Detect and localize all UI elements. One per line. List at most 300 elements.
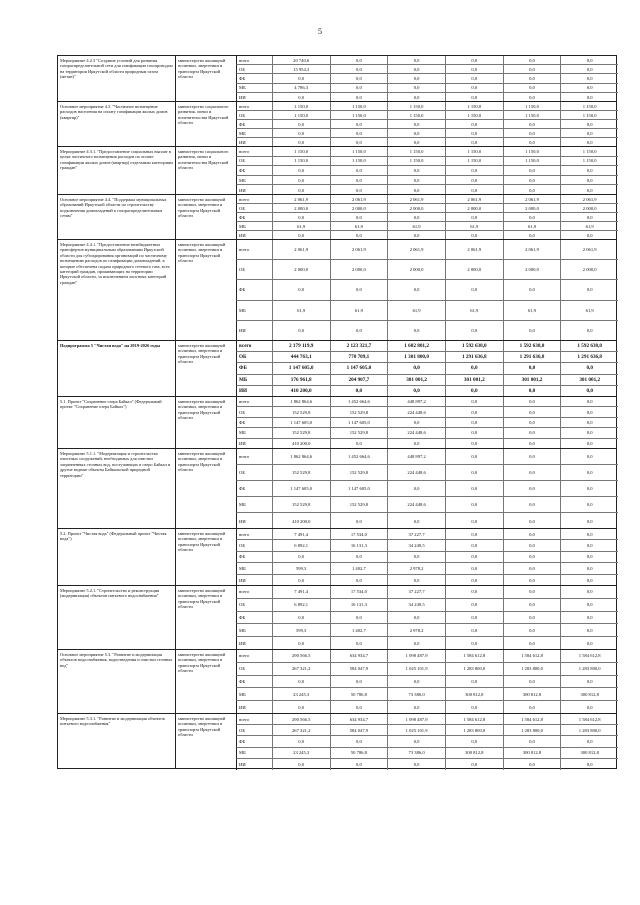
funding-source-label: ИИ <box>239 140 246 145</box>
amount-cell: 0,0 <box>445 166 503 175</box>
amount-cell: 61,9 <box>445 222 503 230</box>
amount-cell: 0,0 <box>503 185 561 195</box>
funding-source-label: ИИ <box>239 94 246 100</box>
amount-cell: 2 000,0 <box>330 260 388 279</box>
amount-cell: 1 150,0 <box>387 102 445 110</box>
amount-cell: 300 812,8 <box>445 748 503 758</box>
amount-cell: 0,0 <box>560 637 618 650</box>
amount-cell: 2 000,0 <box>560 204 618 212</box>
table-row <box>57 713 617 769</box>
amount-cell: 2 179 119,9 <box>272 341 330 351</box>
amount-cell: 0,0 <box>387 120 445 128</box>
amount-cell: 1 147 605,0 <box>272 481 330 496</box>
amount-cell: 2 000,0 <box>503 260 561 279</box>
amount-cell: 0,0 <box>445 407 503 416</box>
amount-cell: 0,0 <box>560 540 618 550</box>
table-row <box>57 528 617 585</box>
amount-cell: 0,0 <box>330 701 388 714</box>
measure-name: Основное мероприятие 5.3. "Развитие и модернизация объектов водоснабжения, водоотведения и очистки сточных вод" <box>60 652 173 668</box>
funding-source-label: МБ <box>239 85 246 91</box>
amount-cell: 2 000,0 <box>387 204 445 212</box>
responsible-executor: министерство социального развития, опеки и попечительства Иркутской области <box>175 147 236 194</box>
amount-cell: 0,0 <box>445 759 503 770</box>
responsible-executor: министерство жилищной политики, энергетики и транспорта Иркутской области <box>175 195 236 239</box>
amount-cell: 0,0 <box>503 84 561 92</box>
amount-cell: 0,0 <box>560 701 618 714</box>
amount-cell: 1 452 664,6 <box>330 449 388 464</box>
measure-name: Подпрограмма 5 "Чистая вода" на 2019-2026 годы <box>60 343 160 348</box>
amount-cell: 1 147 605,0 <box>330 363 388 373</box>
funding-source-label: МБ <box>239 627 246 633</box>
amount-cell: 0,0 <box>445 363 503 373</box>
amount-cell: 300 812,8 <box>560 688 618 700</box>
amount-cell: 0,0 <box>387 138 445 147</box>
table-row <box>57 585 617 649</box>
amount-cell: 0,0 <box>503 231 561 240</box>
amount-cell: 0,0 <box>560 599 618 611</box>
amount-cell: 0,0 <box>272 93 330 102</box>
amount-cell: 0,0 <box>445 552 503 562</box>
funding-source-label: ОБ <box>239 602 245 608</box>
funding-source-label: ОБ <box>239 158 245 164</box>
amount-cell: 0,0 <box>503 575 561 586</box>
amount-cell: 0,0 <box>330 321 388 341</box>
amount-cell: 1 150,0 <box>445 111 503 119</box>
funding-source-label: МБ <box>239 177 246 183</box>
amount-cell: 16 131,3 <box>330 540 388 550</box>
amount-cell: 1 283 800,0 <box>560 725 618 735</box>
funding-source-label: МБ <box>239 430 246 436</box>
funding-source-label: всего <box>239 653 250 659</box>
amount-cell: 37 227,7 <box>387 586 445 598</box>
amount-cell: 0,0 <box>560 418 618 427</box>
amount-cell: 1 592 638,0 <box>445 341 503 351</box>
amount-cell: 1 150,0 <box>503 157 561 166</box>
amount-cell: 0,0 <box>560 56 618 64</box>
amount-cell: 0,0 <box>560 465 618 480</box>
amount-cell: 0,0 <box>503 612 561 624</box>
responsible-executor: министерство жилищной политики, энергетики и транспорта Иркутской области <box>175 449 236 528</box>
amount-cell: 0,0 <box>330 386 388 397</box>
amount-cell: 20 740,6 <box>272 56 330 64</box>
amount-cell: 0,0 <box>272 575 330 586</box>
funding-source-label: ФБ <box>239 554 246 560</box>
funding-source-label: ФБ <box>239 419 246 425</box>
funding-source-label: ФБ <box>239 75 246 81</box>
responsible-executor: министерство жилищной политики, энергетики и транспорта Иркутской области <box>175 341 236 396</box>
amount-cell: 1 602 801,2 <box>387 341 445 351</box>
table-row <box>57 396 617 448</box>
amount-cell: 1 098 487,9 <box>387 714 445 724</box>
responsible-executor: министерство жилищной политики, энергетики и транспорта Иркутской области <box>175 397 236 448</box>
amount-cell: 0,0 <box>560 280 618 299</box>
amount-cell: 2 061,9 <box>330 240 388 259</box>
amount-cell: 1 150,0 <box>330 102 388 110</box>
amount-cell: 0,0 <box>272 166 330 175</box>
amount-cell: 0,0 <box>445 386 503 397</box>
amount-cell: 50 786,8 <box>330 688 388 700</box>
amount-cell: 0,0 <box>330 74 388 82</box>
measure-name: 5.2. Проект "Чистая вода" (Федеральный проект "Чистая вода") <box>60 531 167 542</box>
amount-cell: 0,0 <box>503 428 561 437</box>
amount-cell: 0,0 <box>330 176 388 185</box>
amount-cell: 0,0 <box>503 129 561 137</box>
table-row <box>57 146 617 194</box>
funding-source-label: всего <box>239 148 250 154</box>
amount-cell: 152 529,8 <box>272 465 330 480</box>
amount-cell: 444 763,1 <box>272 352 330 362</box>
amount-cell: 0,0 <box>445 280 503 299</box>
measure-name: Основное мероприятие 4.4. "Поддержка муниципальных образований Иркутской области по строительству подключения домовладений к газораспределительным сетям" <box>60 197 167 219</box>
amount-cell: 0,0 <box>503 176 561 185</box>
amount-cell: 1 291 636,8 <box>560 352 618 362</box>
amount-cell: 0,0 <box>445 321 503 341</box>
amount-cell: 410 200,0 <box>272 386 330 397</box>
amount-cell: 2 061,9 <box>330 195 388 203</box>
measure-name: Мероприятие 5.2.1. "Строительство и реконструкция (модернизация) объектов питьевого водоснабжения" <box>60 588 160 599</box>
amount-cell: 0,0 <box>272 120 330 128</box>
amount-cell: 300 812,8 <box>503 688 561 700</box>
amount-cell: 1 291 636,8 <box>445 352 503 362</box>
funding-source-label: ОБ <box>239 543 245 549</box>
amount-cell: 152 529,8 <box>330 428 388 437</box>
amount-cell: 0,0 <box>445 65 503 73</box>
amount-cell: 15 954,3 <box>272 65 330 73</box>
amount-cell: 2 061,9 <box>387 240 445 259</box>
amount-cell: 0,0 <box>560 428 618 437</box>
amount-cell: 152 529,8 <box>272 497 330 512</box>
amount-cell: 0,0 <box>387 321 445 341</box>
funding-source-label: всего <box>239 343 252 350</box>
measure-name: Мероприятие 5.3.1. "Развитие и модернизация объектов питьевого водоснабжения" <box>60 716 165 727</box>
amount-cell: 0,0 <box>560 129 618 137</box>
amount-cell: 1 025 101,9 <box>387 725 445 735</box>
funding-source-label: всего <box>239 247 250 253</box>
amount-cell: 1 584 612,8 <box>560 714 618 724</box>
amount-cell: 448 897,2 <box>387 449 445 464</box>
amount-cell: 1 862 864,6 <box>272 449 330 464</box>
amount-cell: 61,9 <box>387 301 445 320</box>
amount-cell: 2 000,0 <box>272 260 330 279</box>
amount-cell: 204 907,7 <box>330 375 388 385</box>
amount-cell: 267 321,2 <box>272 663 330 675</box>
amount-cell: 1 147 605,0 <box>272 418 330 427</box>
funding-source-label: всего <box>239 589 250 595</box>
amount-cell: 0,0 <box>503 540 561 550</box>
amount-cell: 0,0 <box>560 586 618 598</box>
budget-table <box>57 55 617 769</box>
amount-cell: 2 061,9 <box>560 240 618 259</box>
funding-source-label: всего <box>239 716 250 722</box>
amount-cell: 410 200,0 <box>272 513 330 529</box>
funding-source-label: всего <box>239 399 250 405</box>
amount-cell: 16 131,3 <box>330 599 388 611</box>
responsible-executor: министерство жилищной политики, энергетики и транспорта Иркутской области <box>175 56 236 101</box>
funding-source-label: ИИ <box>239 233 246 238</box>
amount-cell: 2 000,0 <box>445 204 503 212</box>
amount-cell: 0,0 <box>387 439 445 449</box>
amount-cell: 1 098 487,9 <box>387 650 445 662</box>
amount-cell: 0,0 <box>445 540 503 550</box>
amount-cell: 0,0 <box>503 449 561 464</box>
amount-cell: 224 448,6 <box>387 497 445 512</box>
amount-cell: 300 812,8 <box>503 748 561 758</box>
amount-cell: 2 000,0 <box>387 260 445 279</box>
amount-cell: 0,0 <box>330 637 388 650</box>
funding-source-label: ОБ <box>239 354 247 361</box>
funding-source-label: МБ <box>239 565 246 571</box>
funding-source-label: всего <box>239 531 250 537</box>
funding-source-label: МБ <box>239 130 246 136</box>
amount-cell: 0,0 <box>445 497 503 512</box>
amount-cell: 0,0 <box>387 676 445 688</box>
amount-cell: 0,0 <box>445 176 503 185</box>
responsible-executor: министерство жилищной политики, энергетики и транспорта Иркутской области <box>175 650 236 713</box>
funding-source-label: ИИ <box>239 518 246 524</box>
amount-cell: 0,0 <box>387 637 445 650</box>
amount-cell: 267 321,2 <box>272 725 330 735</box>
amount-cell: 0,0 <box>445 513 503 529</box>
amount-cell: 1 592 638,0 <box>560 341 618 351</box>
amount-cell: 0,0 <box>387 736 445 746</box>
funding-source-label: МБ <box>239 750 246 756</box>
amount-cell: 0,0 <box>330 513 388 529</box>
amount-cell: 1 150,0 <box>330 157 388 166</box>
amount-cell: 61,9 <box>503 301 561 320</box>
amount-cell: 0,0 <box>560 552 618 562</box>
funding-source-label: ОБ <box>239 112 245 118</box>
funding-source-label: ФБ <box>239 678 246 684</box>
amount-cell: 0,0 <box>445 563 503 573</box>
amount-cell: 1 150,0 <box>560 102 618 110</box>
amount-cell: 152 529,8 <box>330 497 388 512</box>
amount-cell: 0,0 <box>560 138 618 147</box>
amount-cell: 0,0 <box>330 736 388 746</box>
funding-source-label: всего <box>239 57 250 63</box>
amount-cell: 73 386,0 <box>387 688 445 700</box>
amount-cell: 0,0 <box>445 624 503 636</box>
amount-cell: 1 150,0 <box>272 111 330 119</box>
amount-cell: 0,0 <box>272 637 330 650</box>
table-row <box>57 448 617 528</box>
amount-cell: 1 025 101,9 <box>387 663 445 675</box>
amount-cell: 152 529,8 <box>272 428 330 437</box>
amount-cell: 0,0 <box>503 599 561 611</box>
amount-cell: 2 061,9 <box>387 195 445 203</box>
amount-cell: 0,0 <box>560 65 618 73</box>
amount-cell: 0,0 <box>387 481 445 496</box>
funding-source-label: ОБ <box>239 205 245 211</box>
funding-source-label: ОБ <box>239 66 245 72</box>
amount-cell: 0,0 <box>503 74 561 82</box>
table-row <box>57 239 617 340</box>
amount-cell: 0,0 <box>503 586 561 598</box>
amount-cell: 0,0 <box>330 138 388 147</box>
amount-cell: 0,0 <box>560 624 618 636</box>
amount-cell: 0,0 <box>560 185 618 195</box>
amount-cell: 0,0 <box>503 138 561 147</box>
amount-cell: 6 892,1 <box>272 599 330 611</box>
amount-cell: 0,0 <box>445 93 503 102</box>
funding-source-label: ФБ <box>239 287 246 293</box>
amount-cell: 0,0 <box>272 185 330 195</box>
amount-cell: 0,0 <box>503 363 561 373</box>
funding-source-label: всего <box>239 196 250 202</box>
amount-cell: 23 245,3 <box>272 688 330 700</box>
amount-cell: 61,9 <box>503 222 561 230</box>
amount-cell: 1 584 612,8 <box>560 650 618 662</box>
amount-cell: 1 592 638,0 <box>503 341 561 351</box>
amount-cell: 1 150,0 <box>503 147 561 156</box>
amount-cell: 1 147 605,0 <box>272 363 330 373</box>
amount-cell: 0,0 <box>387 129 445 137</box>
amount-cell: 0,0 <box>387 213 445 221</box>
amount-cell: 0,0 <box>560 397 618 406</box>
amount-cell: 1 150,0 <box>560 157 618 166</box>
amount-cell: 0,0 <box>272 231 330 240</box>
funding-source-label: ФБ <box>239 614 246 620</box>
amount-cell: 0,0 <box>560 93 618 102</box>
amount-cell: 0,0 <box>560 166 618 175</box>
amount-cell: 584 047,9 <box>330 725 388 735</box>
amount-cell: 0,0 <box>330 676 388 688</box>
amount-cell: 1 150,0 <box>560 111 618 119</box>
funding-source-label: всего <box>239 103 250 109</box>
funding-source-label: ФБ <box>239 365 247 372</box>
measure-name: Мероприятие 4.4.1. "Предоставление межбюджетных трансфертов муниципальным образованиям Иркутской области для субсидирования организаций по частичному возмещению расходов по газификации домовладений, в которые обеспечена подача природного сетевого газа, всех категорий граждан, проживающих на территории Иркутской области, за исключением льготных категорий граждан" <box>60 242 170 285</box>
amount-cell: 0,0 <box>560 529 618 539</box>
amount-cell: 584 047,9 <box>330 663 388 675</box>
amount-cell: 0,0 <box>387 386 445 397</box>
amount-cell: 61,9 <box>330 301 388 320</box>
amount-cell: 301 001,2 <box>560 375 618 385</box>
amount-cell: 301 001,2 <box>445 375 503 385</box>
funding-source-label: ОБ <box>239 727 245 733</box>
amount-cell: 17 534,0 <box>330 529 388 539</box>
measure-name: Мероприятие 4.3.1. "Предоставление социальных выплат в целях частичного возмещения расходов по оплате газификации жилых домов (квартир) отдельным категориям граждан" <box>60 149 173 171</box>
amount-cell: 2 123 321,7 <box>330 341 388 351</box>
amount-cell: 0,0 <box>560 497 618 512</box>
amount-cell: 0,0 <box>272 552 330 562</box>
amount-cell: 0,0 <box>272 701 330 714</box>
amount-cell: 0,0 <box>330 552 388 562</box>
amount-cell: 2 061,9 <box>503 195 561 203</box>
amount-cell: 1 301 800,0 <box>387 352 445 362</box>
table-row <box>57 194 617 239</box>
amount-cell: 152 529,8 <box>330 407 388 416</box>
amount-cell: 2 061,9 <box>445 195 503 203</box>
amount-cell: 0,0 <box>387 176 445 185</box>
funding-source-label: МБ <box>239 223 246 229</box>
amount-cell: 1 150,0 <box>445 102 503 110</box>
table-row <box>57 649 617 713</box>
amount-cell: 410 200,0 <box>272 439 330 449</box>
amount-cell: 0,0 <box>560 231 618 240</box>
amount-cell: 0,0 <box>560 449 618 464</box>
amount-cell: 0,0 <box>560 439 618 449</box>
amount-cell: 1 452 664,6 <box>330 397 388 406</box>
amount-cell: 61,9 <box>272 222 330 230</box>
amount-cell: 1 150,0 <box>272 147 330 156</box>
amount-cell: 0,0 <box>503 563 561 573</box>
amount-cell: 0,0 <box>387 759 445 770</box>
amount-cell: 0,0 <box>445 676 503 688</box>
amount-cell: 2 978,2 <box>387 563 445 573</box>
amount-cell: 1 150,0 <box>560 147 618 156</box>
amount-cell: 0,0 <box>330 65 388 73</box>
amount-cell: 0,0 <box>560 74 618 82</box>
amount-cell: 1 150,0 <box>387 147 445 156</box>
amount-cell: 0,0 <box>503 701 561 714</box>
amount-cell: 2 061,9 <box>272 195 330 203</box>
amount-cell: 0,0 <box>445 56 503 64</box>
amount-cell: 0,0 <box>503 418 561 427</box>
responsible-executor: министерство жилищной политики, энергетики и транспорта Иркутской области <box>175 529 236 585</box>
amount-cell: 6 892,1 <box>272 540 330 550</box>
amount-cell: 0,0 <box>387 418 445 427</box>
amount-cell: 0,0 <box>272 280 330 299</box>
amount-cell: 0,0 <box>560 676 618 688</box>
amount-cell: 0,0 <box>272 74 330 82</box>
amount-cell: 1 150,0 <box>272 157 330 166</box>
amount-cell: 0,0 <box>445 637 503 650</box>
amount-cell: 0,0 <box>387 280 445 299</box>
amount-cell: 0,0 <box>503 386 561 397</box>
amount-cell: 1 150,0 <box>445 157 503 166</box>
amount-cell: 0,0 <box>560 575 618 586</box>
amount-cell: 0,0 <box>387 185 445 195</box>
funding-source-label: ОБ <box>239 470 245 475</box>
amount-cell: 37 227,7 <box>387 529 445 539</box>
amount-cell: 0,0 <box>503 759 561 770</box>
amount-cell: 2 000,0 <box>445 260 503 279</box>
amount-cell: 0,0 <box>503 439 561 449</box>
amount-cell: 61,9 <box>560 222 618 230</box>
amount-cell: 0,0 <box>445 74 503 82</box>
amount-cell: 0,0 <box>503 213 561 221</box>
amount-cell: 0,0 <box>387 56 445 64</box>
amount-cell: 301 001,2 <box>387 375 445 385</box>
amount-cell: 0,0 <box>503 736 561 746</box>
amount-cell: 1 283 800,0 <box>560 663 618 675</box>
amount-cell: 0,0 <box>445 138 503 147</box>
funding-source-label: всего <box>239 454 250 459</box>
responsible-executor: министерство жилищной политики, энергетики и транспорта Иркутской области <box>175 586 236 649</box>
responsible-executor: министерство социального развития, опеки и попечительства Иркутской области <box>175 102 236 146</box>
amount-cell: 1 150,0 <box>272 102 330 110</box>
table-row <box>57 101 617 146</box>
amount-cell: 0,0 <box>330 612 388 624</box>
table-row <box>57 340 617 396</box>
amount-cell: 300 812,8 <box>560 748 618 758</box>
amount-cell: 0,0 <box>560 563 618 573</box>
amount-cell: 290 566,5 <box>272 650 330 662</box>
funding-source-label: ОБ <box>239 666 245 672</box>
funding-source-label: ИИ <box>239 705 246 711</box>
amount-cell: 7 491,4 <box>272 586 330 598</box>
amount-cell: 0,0 <box>503 120 561 128</box>
amount-cell: 1 150,0 <box>503 102 561 110</box>
funding-source-label: ИИ <box>239 388 248 395</box>
amount-cell: 1 150,0 <box>445 147 503 156</box>
amount-cell: 0,0 <box>330 84 388 92</box>
amount-cell: 1 150,0 <box>503 111 561 119</box>
amount-cell: 0,0 <box>387 166 445 175</box>
amount-cell: 0,0 <box>503 280 561 299</box>
responsible-executor: министерство жилищной политики, энергетики и транспорта Иркутской области <box>175 714 236 768</box>
amount-cell: 1 584 612,8 <box>445 714 503 724</box>
amount-cell: 0,0 <box>387 231 445 240</box>
